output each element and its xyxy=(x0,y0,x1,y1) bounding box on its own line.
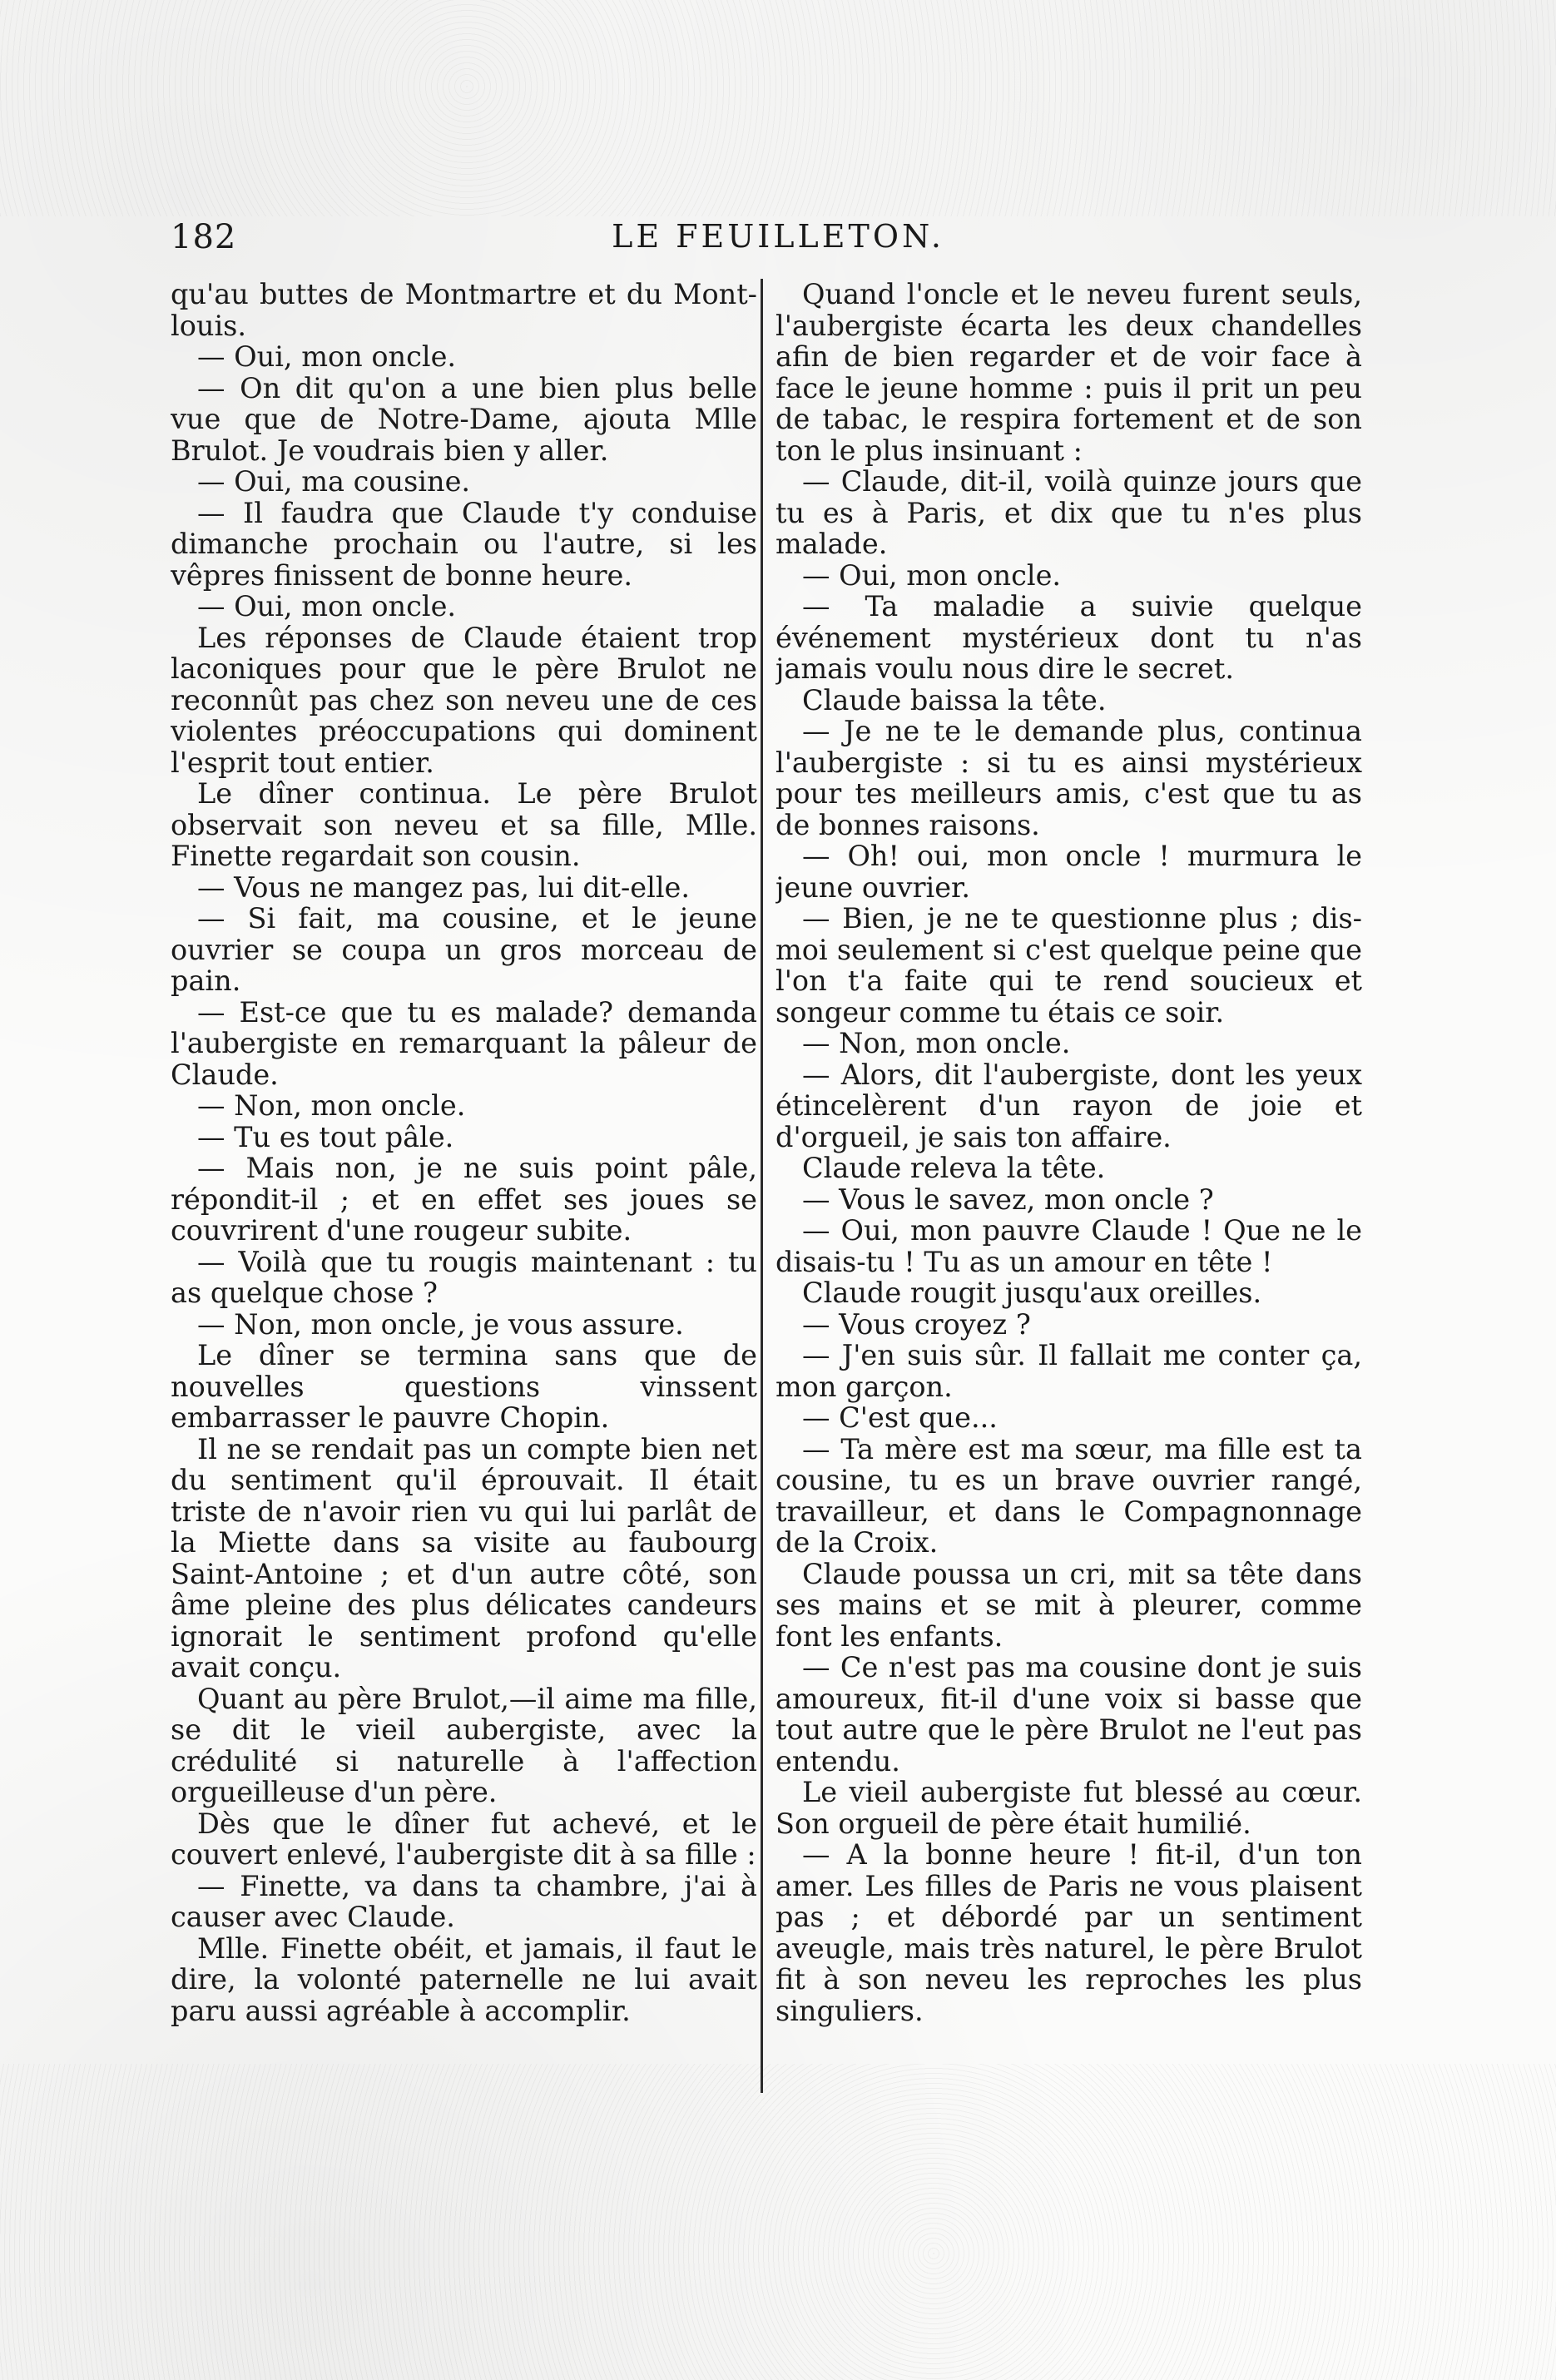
paragraph: Mlle. Finette obéit, et jamais, il faut le dire, la volonté paternelle ne lui avait paru aussi agréable à accomplir. xyxy=(171,1931,757,2027)
paragraph: Les réponses de Claude étaient trop laconiques pour que le père Brulot ne reconnût pas chez son neveu une de ces violentes préoccupations qui dominent l'esprit tout entier. xyxy=(171,621,757,779)
paragraph: — J'en suis sûr. Il fallait me conter ça, mon garçon. xyxy=(776,1339,1362,1403)
page-number: 182 xyxy=(171,218,237,256)
paragraph: — Je ne te le demande plus, continua l'aubergiste : si tu es ainsi mystérieux pour tes meilleurs amis, c'est que tu as de bonnes raisons. xyxy=(776,715,1362,841)
paper-texture-top xyxy=(0,0,1556,216)
paragraph: — On dit qu'on a une bien plus belle vue que de Notre-Dame, ajouta Mlle Brulot. Je voudrais bien y aller. xyxy=(171,371,757,467)
paragraph: — Non, mon oncle. xyxy=(802,1027,1071,1059)
paper-texture-bottom xyxy=(0,2064,1556,2380)
paragraph: — Non, mon oncle. xyxy=(197,1089,466,1122)
left-column xyxy=(171,279,757,2060)
paragraph: — Vous croyez ? xyxy=(802,1307,1031,1341)
paragraph: Il ne se rendait pas un compte bien net du sentiment qu'il éprouvait. Il était triste de n'avoir rien vu qui lui parlât de la Miette dans sa visite au faubourg Saint-Antoine ; et d'un autre côté, son âme pleine des plus délicates candeurs ignorait le sentiment profond qu'elle avait conçu. xyxy=(171,1432,757,1683)
paragraph: — A la bonne heure ! fit-il, d'un ton amer. Les filles de Paris ne vous plaisent pas ; et débordé par un sentiment aveugle, mais très naturel, le père Brulot fit à son neveu les reproches les plus singuliers. xyxy=(776,1838,1362,2027)
paragraph: — Mais non, je ne suis point pâle, répondit-il ; et en effet ses joues se couvrirent d'une rougeur subite. xyxy=(171,1152,757,1247)
paragraph: — Non, mon oncle, je vous assure. xyxy=(197,1307,684,1341)
paragraph: — Vous ne mangez pas, lui dit-elle. xyxy=(197,870,691,904)
paragraph: — Finette, va dans ta chambre, j'ai à causer avec Claude. xyxy=(171,1869,757,1933)
paragraph: Claude baissa la tête. xyxy=(802,683,1107,716)
paragraph: — Oh! oui, mon oncle ! murmura le jeune ouvrier. xyxy=(776,840,1362,904)
paragraph: Le dîner se termina sans que de nouvelles questions vinssent embarrasser le pauvre Chopin. xyxy=(171,1339,757,1434)
paragraph: — Oui, mon oncle. xyxy=(197,590,457,622)
paragraph: — Oui, mon oncle. xyxy=(197,340,457,373)
paragraph: — Bien, je ne te questionne plus ; dis-moi seulement si c'est quelque peine que l'on t'a faite qui te rend soucieux et songeur comme tu étais ce soir. xyxy=(776,902,1362,1029)
paragraph: — C'est que... xyxy=(802,1401,998,1434)
paragraph: Quand l'oncle et le neveu furent seuls, l'aubergiste écarta les deux chandelles afin de bien regarder et de voir face à face le jeune homme : puis il prit un peu de tabac, le respira fortement et de son ton le plus insinuant : xyxy=(776,279,1362,467)
paragraph: qu'au buttes de Montmartre et du Mont-louis. xyxy=(171,279,757,342)
paragraph: — Il faudra que Claude t'y conduise dimanche prochain ou l'autre, si les vêpres finissent de bonne heure. xyxy=(171,496,757,592)
paragraph: — Tu es tout pâle. xyxy=(197,1120,454,1153)
paragraph: — Oui, ma cousine. xyxy=(197,465,471,498)
paragraph: — Oui, mon oncle. xyxy=(802,558,1062,592)
paragraph: — Claude, dit-il, voilà quinze jours que tu es à Paris, et dix que tu n'es plus malade. xyxy=(776,465,1362,560)
paragraph: — Si fait, ma cousine, et le jeune ouvrier se coupa un gros morceau de pain. xyxy=(171,902,757,997)
paragraph: — Ce n'est pas ma cousine dont je suis amoureux, fit-il d'une voix si basse que tout autre que le père Brulot ne l'eut pas entendu. xyxy=(776,1651,1362,1778)
running-title: LE FEUILLETON. xyxy=(612,218,944,255)
paragraph: Claude poussa un cri, mit sa tête dans ses mains et se mit à pleurer, comme font les enfants. xyxy=(776,1557,1362,1653)
paragraph: Le dîner continua. Le père Brulot observait son neveu et sa fille, Mlle. Finette regardait son cousin. xyxy=(171,777,757,872)
paragraph: — Ta maladie a suivie quelque événement mystérieux dont tu n'as jamais voulu nous dire le secret. xyxy=(776,590,1362,685)
page-header xyxy=(171,218,1385,268)
paragraph: Claude rougit jusqu'aux oreilles. xyxy=(802,1277,1262,1309)
paragraph: Le vieil aubergiste fut blessé au cœur. Son orgueil de père était humilié. xyxy=(776,1776,1362,1840)
paragraph: — Oui, mon pauvre Claude ! Que ne le disais-tu ! Tu as un amour en tête ! xyxy=(776,1214,1362,1278)
paragraph: — Ta mère est ma sœur, ma fille est ta cousine, tu es un brave ouvrier rangé, travailleur, et dans le Compagnonnage de la Croix. xyxy=(776,1432,1362,1559)
paragraph: Dès que le dîner fut achevé, et le couvert enlevé, l'aubergiste dit à sa fille : xyxy=(171,1807,757,1871)
paragraph: Claude releva la tête. xyxy=(802,1152,1106,1184)
paragraph: Quant au père Brulot,—il aime ma fille, se dit le vieil aubergiste, avec la crédulité si naturelle à l'affection orgueilleuse d'un père. xyxy=(171,1682,757,1808)
column-divider xyxy=(761,279,763,2093)
right-column xyxy=(776,279,1362,2060)
paragraph: — Voilà que tu rougis maintenant : tu as quelque chose ? xyxy=(171,1245,757,1309)
paragraph: — Alors, dit l'aubergiste, dont les yeux étincelèrent d'un rayon de joie et d'orgueil, je sais ton affaire. xyxy=(776,1058,1362,1153)
paragraph: — Vous le savez, mon oncle ? xyxy=(802,1183,1214,1216)
paragraph: — Est-ce que tu es malade? demanda l'aubergiste en remarquant la pâleur de Claude. xyxy=(171,995,757,1091)
